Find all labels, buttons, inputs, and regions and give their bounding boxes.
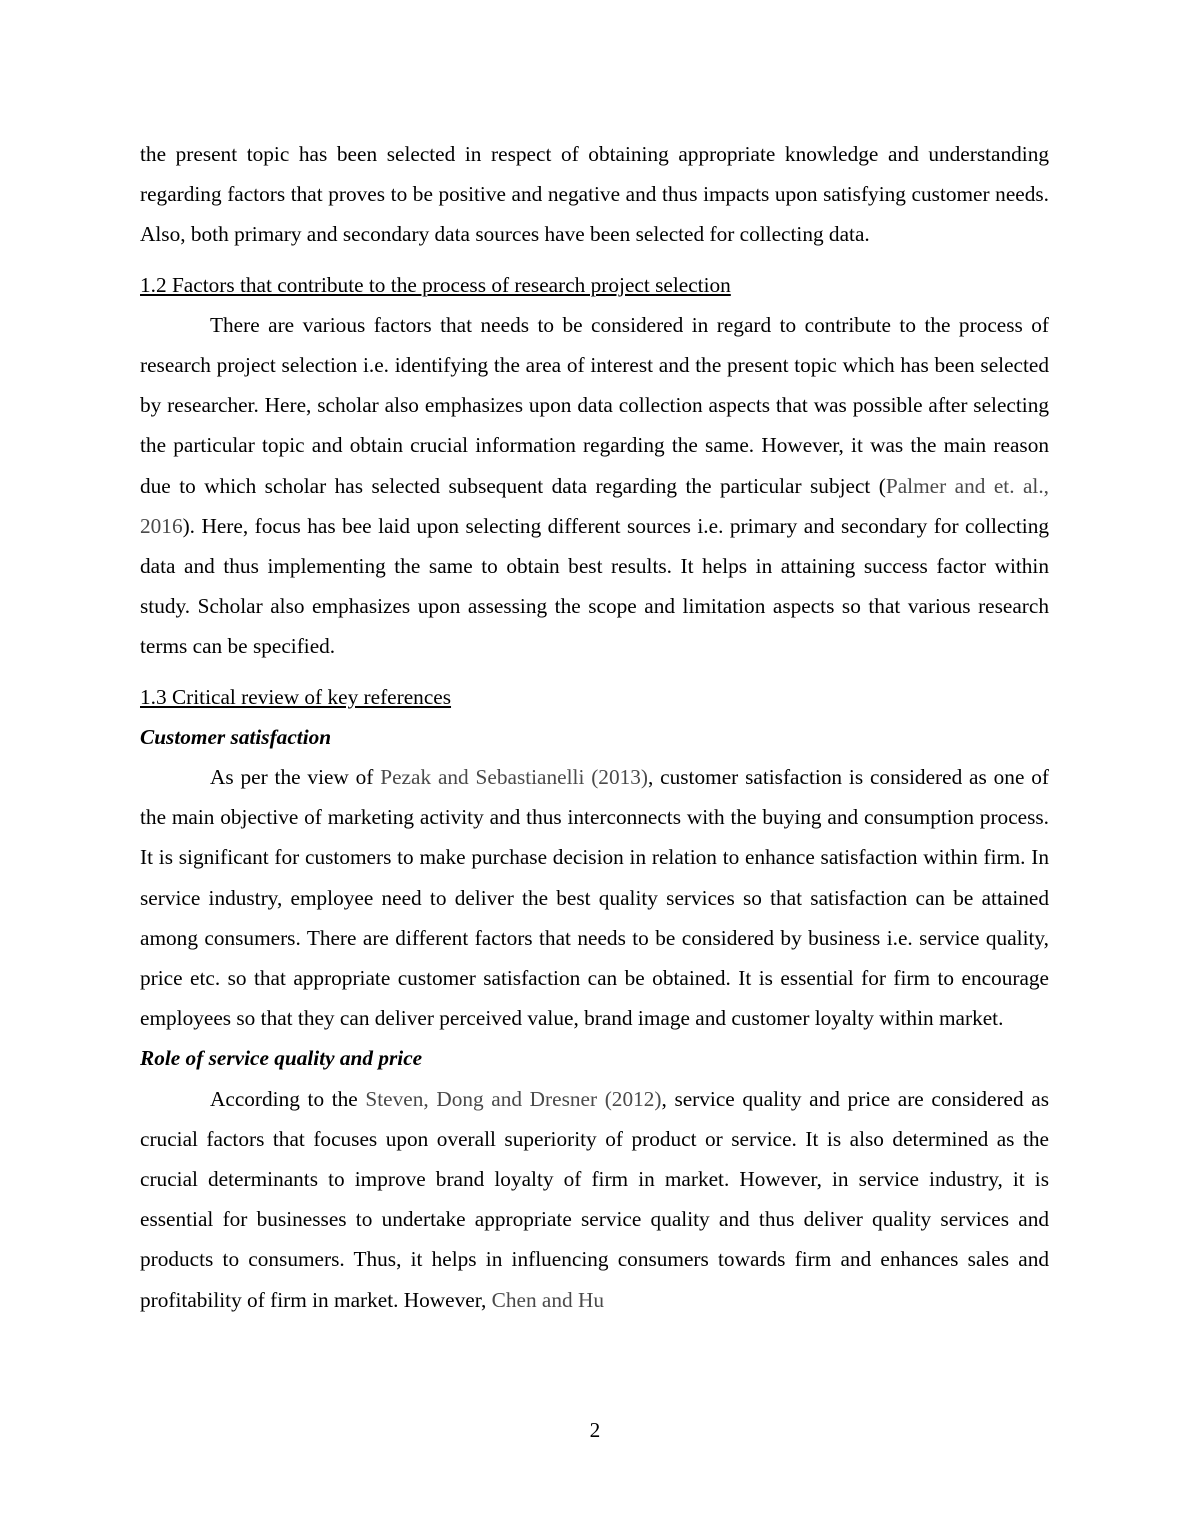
customer-satisfaction-text-before-citation: As per the view of [210,765,381,790]
customer-satisfaction-subheading: Customer satisfaction [140,724,332,749]
customer-satisfaction-paragraph [140,757,1049,1038]
citation-chen-hu: Chen and Hu [491,1287,605,1312]
section-1-2-text-before-citation: There are various factors that needs to be considered in regard to contribute to the process of research project selection i.e. identifying the area of interest and the present topic which has been selected by researcher. Here, scholar also emphasizes upon data collection aspects that was possible after selecting the particular topic and obtain crucial information regarding the same. However, it was the main reason due to which scholar has selected subsequent data regarding the particular subject ( [140,312,1049,498]
page-number: 2 [589,1418,601,1442]
citation-steven: Steven, Dong and Dresner (2012) [365,1086,662,1111]
section-1-2-heading: 1.2 Factors that contribute to the process of research project selection [140,272,731,297]
service-quality-paragraph [140,1079,1049,1320]
section-1-2-paragraph [140,305,1049,667]
intro-paragraph: the present topic has been selected in respect of obtaining appropriate knowledge and understanding regarding factors that proves to be positive and negative and thus impacts upon satisfying customer needs. Also, both primary and secondary data sources have been selected for collecting data. [140,142,1049,247]
document-page-body [140,134,1049,1320]
section-1-3-heading: 1.3 Critical review of key references [140,684,452,709]
section-1-2-text-after-citation: ). Here, focus has bee laid upon selecting different sources i.e. primary and secondary for collecting data and thus implementing the same to obtain best results. It helps in attaining success factor within study. Scholar also emphasizes upon assessing the scope and limitation aspects so that various research terms can be specified. [140,513,1049,659]
service-quality-text-after-citation: , service quality and price are considered as crucial factors that focuses upon overall superiority of product or service. It is also determined as the crucial determinants to improve brand loyalty of firm in market. However, in service industry, it is essential for businesses to undertake appropriate service quality and thus deliver quality services and products to consumers. Thus, it helps in influencing consumers towards firm and enhances sales and profitability of firm in market. However, [140,1086,1050,1312]
citation-palmer: Palmer and et. al., 2016 [140,473,1049,538]
service-quality-text-before-citation: According to the [210,1086,366,1111]
service-quality-subheading: Role of service quality and price [140,1046,423,1071]
citation-pezak: Pezak and Sebastianelli (2013) [380,765,648,790]
customer-satisfaction-text-after-citation: , customer satisfaction is considered as one of the main objective of marketing activity and thus interconnects with the buying and consumption process. It is significant for customers to make purchase decision in relation to enhance satisfaction within firm. In service industry, employee need to deliver the best quality services so that satisfaction can be attained among consumers. There are different factors that needs to be considered by business i.e. service quality, price etc. so that appropriate customer satisfaction can be obtained. It is essential for firm to encourage employees so that they can deliver perceived value, brand image and customer loyalty within market. [140,765,1049,1031]
